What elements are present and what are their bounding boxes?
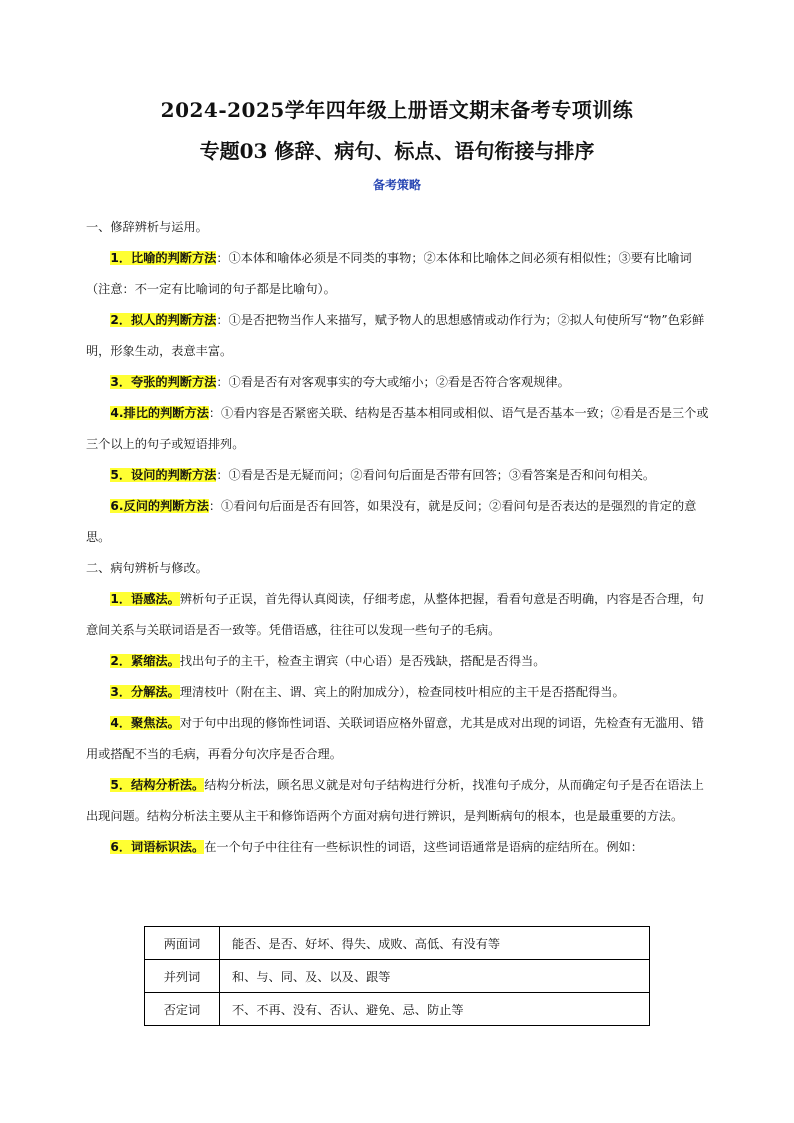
item-label: 4.排比的判断方法: [110, 406, 209, 420]
section-heading-rhetoric: 一、修辞辨析与运用。: [86, 220, 208, 234]
item-text: ：①看内容是否紧密关联、结构是否基本相同或相似、语气是否基本一致；②看是否是三个或三个以上的句子或短语排列。: [86, 406, 709, 451]
table-cell-type: 否定词: [145, 993, 220, 1026]
item-text: 在一个句子中往往有一些标识性的词语，这些词语通常是语病的症结所在。例如：: [204, 840, 643, 854]
item-label: 1．语感法。: [110, 592, 180, 606]
table-cell-words: 和、与、同、及、以及、跟等: [220, 960, 650, 993]
paragraph-item: [86, 398, 710, 460]
item-label: 5．结构分析法。: [110, 778, 205, 792]
item-text: 对于句中出现的修饰性词语、关联词语应格外留意，尤其是成对出现的词语，先检查有无滥用、错用或搭配不当的毛病，再看分句次序是否合理。: [86, 716, 704, 761]
strategy-label: 备考策略: [372, 178, 421, 192]
paragraph-item: [86, 305, 710, 367]
table-row: [145, 993, 650, 1026]
section-heading-sentences: 二、病句辨析与修改。: [86, 561, 208, 575]
table-cell-type: 两面词: [145, 927, 220, 960]
item-text: 找出句子的主干，检查主谓宾（中心语）是否残缺，搭配是否得当。: [179, 654, 546, 668]
table-row: [145, 960, 650, 993]
item-text: ：①是否把物当作人来描写，赋予物人的思想感情或动作行为；②拟人句使所写“物”色彩鲜明，形象生动，表意丰富。: [86, 313, 705, 358]
item-label: 6.反问的判断方法: [110, 499, 209, 513]
page-title: 2024-2025学年四年级上册语文期末备考专项训练: [160, 98, 634, 122]
item-text: 辨析句子正误，首先得认真阅读，仔细考虑，从整体把握，看看句意是否明确，内容是否合理，句意间关系与关联词语是否一致等。凭借语感，往往可以发现一些句子的毛病。: [86, 592, 704, 637]
paragraph-item: [86, 708, 710, 770]
table-row: [145, 927, 650, 960]
paragraph-item: [86, 491, 710, 553]
table-cell-words: 能否、是否、好坏、得失、成败、高低、有没有等: [220, 927, 650, 960]
table-cell-type: 并列词: [145, 960, 220, 993]
page-subtitle: 专题03 修辞、病句、标点、语句衔接与排序: [199, 139, 595, 163]
item-text: ：①看问句后面是否有回答，如果没有，就是反问；②看问句是否表达的是强烈的肯定的意思。: [86, 499, 697, 544]
item-text: ：①看是否有对客观事实的夸大或缩小；②看是否符合客观规律。: [216, 375, 570, 389]
item-label: 3．分解法。: [110, 685, 180, 699]
paragraph-item: [86, 367, 710, 398]
item-label: 5．设问的判断方法: [110, 468, 217, 482]
paragraph-item: [86, 770, 710, 832]
paragraph-item: [86, 646, 710, 677]
item-label: 4．聚焦法。: [110, 716, 180, 730]
paragraph-item: [86, 832, 710, 863]
marker-words-table: [144, 926, 650, 1026]
item-text: 结构分析法，顾名思义就是对句子结构进行分析，找准句子成分，从而确定句子是否在语法上出现问题。结构分析法主要从主干和修饰语两个方面对病句进行辨识，是判断病句的根本，也是最重要的方法。: [86, 778, 704, 823]
item-label: 6．词语标识法。: [110, 840, 205, 854]
table-cell-words: 不、不再、没有、否认、避免、忌、防止等: [220, 993, 650, 1026]
paragraph-item: [86, 460, 710, 491]
document-body: [86, 212, 710, 863]
item-text: ：①本体和喻体必须是不同类的事物；②本体和比喻体之间必须有相似性；③要有比喻词（注意：不一定有比喻词的句子都是比喻句）。: [86, 251, 692, 296]
paragraph-item: [86, 243, 710, 305]
paragraph-item: [86, 677, 710, 708]
item-text: 理清枝叶（附在主、谓、宾上的附加成分），检查同枝叶相应的主干是否搭配得当。: [179, 685, 625, 699]
item-label: 1．比喻的判断方法: [110, 251, 217, 265]
item-text: ：①看是否是无疑而问；②看问句后面是否带有回答；③看答案是否和问句相关。: [216, 468, 656, 482]
item-label: 2．紧缩法。: [110, 654, 180, 668]
paragraph-item: [86, 584, 710, 646]
item-label: 2．拟人的判断方法: [110, 313, 217, 327]
item-label: 3．夸张的判断方法: [110, 375, 217, 389]
